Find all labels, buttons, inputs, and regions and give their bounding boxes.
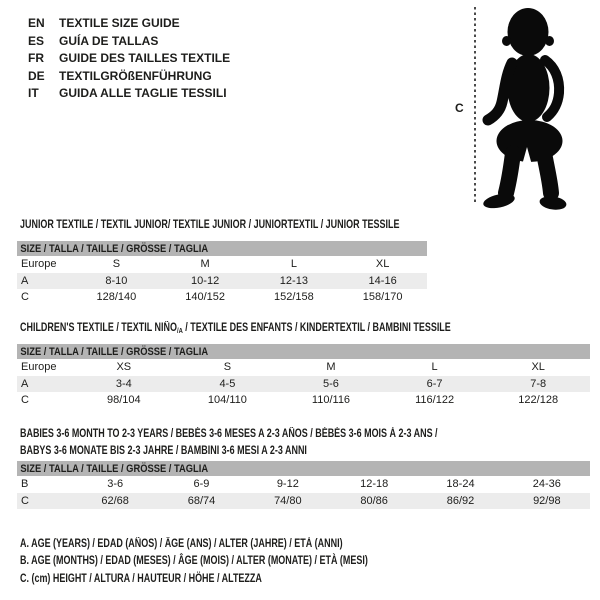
- footnote-legend: [20, 536, 368, 588]
- children-title-part: CHILDREN'S TEXTILE / TEXTIL NIÑO: [20, 322, 177, 334]
- size-header-label: SIZE / TALLA / TAILLE / GRÖSSE / TAGLIA: [20, 242, 209, 255]
- table-row: [17, 256, 427, 273]
- junior-size-table: [17, 241, 427, 306]
- lang-row-fr: [28, 50, 230, 68]
- children-size-table: [17, 344, 590, 409]
- lang-code: IT: [28, 86, 39, 101]
- size-cell: 4-5: [219, 377, 236, 390]
- lang-row-es: [28, 33, 230, 51]
- children-title-part: / TEXTILE DES ENFANTS / KINDERTEXTIL / BAMBINI TESSILE: [182, 322, 451, 334]
- table-row: [17, 289, 427, 306]
- table-row: [17, 493, 590, 510]
- size-cell: S: [112, 258, 121, 271]
- lang-code: ES: [28, 33, 45, 48]
- size-cell: 14-16: [368, 274, 397, 287]
- table-row: [17, 273, 427, 290]
- size-cell: 10-12: [191, 274, 220, 287]
- size-cell: 158/170: [362, 291, 403, 304]
- size-header-bar: [17, 461, 590, 476]
- size-cell: XS: [116, 361, 132, 374]
- junior-table-title: JUNIOR TEXTILE / TEXTIL JUNIOR/ TEXTILE JUNIOR / JUNIORTEXTIL / JUNIOR TESSILE: [20, 219, 400, 231]
- size-cell: 6-7: [426, 377, 443, 390]
- lang-code: FR: [28, 51, 44, 66]
- size-cell: 6-9: [193, 478, 210, 491]
- size-cell: XL: [375, 258, 390, 271]
- lang-row-it: [28, 85, 230, 103]
- size-cell: 5-6: [323, 377, 339, 390]
- babies-title-line1: BABIES 3-6 MONTH TO 2-3 YEARS / BEBÉS 3-6 MESES A 2-3 AÑOS / BÉBÉS 3-6 MOIS À 2-3 ANS /: [20, 428, 438, 440]
- size-cell: 122/128: [518, 394, 559, 407]
- size-cell: 98/104: [106, 394, 141, 407]
- baby-silhouette-icon: [478, 5, 578, 212]
- size-cell: 68/74: [187, 494, 216, 507]
- size-header-bar: [17, 241, 427, 256]
- children-table-title: [20, 320, 451, 339]
- size-cell: 152/158: [273, 291, 314, 304]
- babies-title-line2: BABYS 3-6 MONATE BIS 2-3 JAHRE / BAMBINI 3-6 MESI A 2-3 ANNI: [20, 445, 307, 457]
- size-cell: 3-6: [107, 478, 124, 491]
- size-cell: M: [326, 361, 336, 374]
- row-label: C: [21, 494, 29, 507]
- lang-code: EN: [28, 16, 45, 30]
- lang-row-en: [28, 15, 230, 33]
- size-cell: 128/140: [96, 291, 137, 304]
- row-label: Europe: [21, 258, 57, 271]
- lang-label: GUÍA DE TALLAS: [59, 33, 159, 48]
- size-cell: 12-18: [360, 478, 389, 491]
- height-dashed-line: [474, 7, 476, 205]
- footnote-b: B. AGE (MONTHS) / EDAD (MESES) / ÂGE (MOIS) / ALTER (MONATE) / ETÀ (MESI): [20, 555, 368, 568]
- size-cell: 110/116: [311, 394, 351, 407]
- lang-label: GUIDA ALLE TAGLIE TESSILI: [59, 86, 227, 101]
- row-label: C: [21, 291, 29, 304]
- size-cell: 86/92: [446, 494, 475, 507]
- size-cell: L: [290, 258, 297, 271]
- size-cell: 74/80: [274, 494, 302, 507]
- size-cell: 140/152: [185, 291, 225, 304]
- size-cell: 116/122: [415, 394, 455, 407]
- size-cell: 9-12: [276, 478, 299, 491]
- footnote-c: C. (cm) HEIGHT / ALTURA / HAUTEUR / HÖHE / ALTEZZA: [20, 572, 262, 585]
- row-label: B: [21, 478, 29, 491]
- size-cell: 12-13: [279, 274, 308, 287]
- size-cell: 24-36: [532, 478, 561, 491]
- lang-label: TEXTILGRÖßENFÜHRUNG: [59, 68, 212, 83]
- lang-code: DE: [28, 68, 45, 83]
- lang-label: GUIDE DES TAILLES TEXTILE: [59, 51, 231, 66]
- size-cell: 80/86: [360, 494, 388, 507]
- size-header-label: SIZE / TALLA / TAILLE / GRÖSSE / TAGLIA: [20, 345, 209, 358]
- row-label: A: [21, 274, 29, 287]
- children-title-sub: /A: [176, 326, 183, 335]
- size-cell: S: [223, 361, 232, 374]
- lang-row-de: [28, 68, 230, 86]
- babies-table-title: [20, 426, 438, 460]
- size-cell: 8-10: [105, 274, 128, 287]
- lang-label: TEXTILE SIZE GUIDE: [59, 16, 180, 30]
- table-row: [17, 476, 590, 493]
- table-row: [17, 392, 590, 409]
- row-label: Europe: [21, 361, 57, 374]
- size-cell: 62/68: [101, 494, 129, 507]
- row-label: C: [21, 394, 29, 407]
- size-cell: XL: [531, 361, 545, 374]
- size-cell: 7-8: [530, 377, 547, 390]
- footnote-a: A. AGE (YEARS) / EDAD (AÑOS) / ÂGE (ANS) / ALTER (JAHRE) / ETÀ (ANNI): [20, 538, 343, 550]
- size-cell: 3-4: [115, 377, 132, 390]
- table-row: [17, 359, 590, 376]
- size-cell: 104/110: [207, 394, 247, 407]
- height-measure-label: C: [455, 101, 464, 115]
- babies-size-table: [17, 461, 590, 509]
- size-cell: M: [200, 258, 210, 271]
- row-label: A: [21, 377, 29, 390]
- size-header-label: SIZE / TALLA / TAILLE / GRÖSSE / TAGLIA: [20, 462, 209, 475]
- size-cell: L: [431, 361, 438, 374]
- size-cell: 18-24: [446, 478, 475, 491]
- size-header-bar: [17, 344, 590, 359]
- table-row: [17, 376, 590, 393]
- size-cell: 92/98: [533, 494, 561, 507]
- language-title-list: [28, 15, 230, 103]
